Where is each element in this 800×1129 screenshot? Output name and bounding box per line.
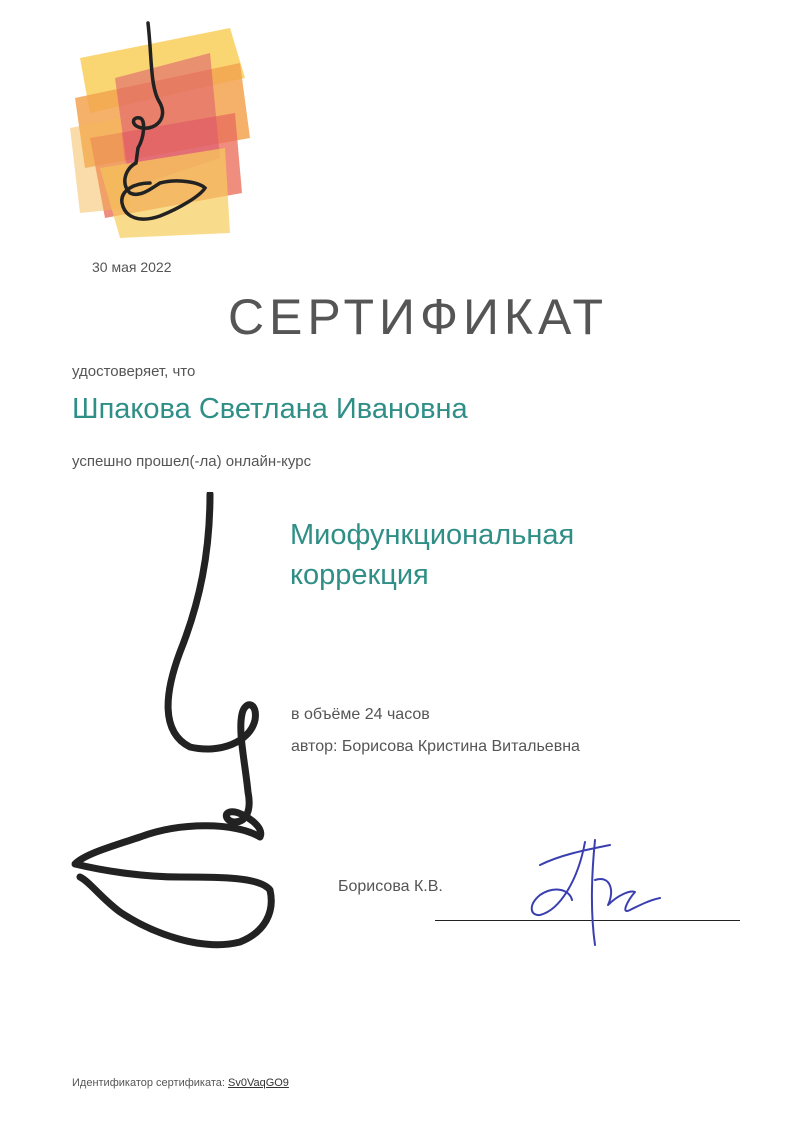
- certificate-id-link[interactable]: Sv0VaqGO9: [227, 1077, 289, 1089]
- issue-date: 30 мая 2022: [92, 259, 172, 275]
- certifies-text: удостоверяет, что: [72, 363, 196, 380]
- logo-face-line-art-icon: [60, 18, 260, 243]
- course-title: [290, 515, 574, 595]
- course-title-line-1: Миофункциональная: [290, 519, 575, 551]
- signature-icon: [500, 820, 670, 970]
- face-profile-line-art-icon: [60, 492, 300, 962]
- recipient-name: Шпакова Светлана Ивановна: [72, 393, 468, 425]
- signer-name: Борисова К.В.: [338, 878, 443, 895]
- course-author: автор: Борисова Кристина Витальевна: [291, 738, 580, 755]
- course-title-line-2: коррекция: [290, 559, 429, 591]
- certificate-id: [72, 1077, 289, 1089]
- certificate-id-label: Идентификатор сертификата:: [72, 1077, 225, 1089]
- page-title: СЕРТИФИКАТ: [227, 289, 609, 345]
- course-volume: в объёме 24 часов: [291, 706, 430, 723]
- completed-text: успешно прошел(-ла) онлайн-курс: [72, 453, 312, 470]
